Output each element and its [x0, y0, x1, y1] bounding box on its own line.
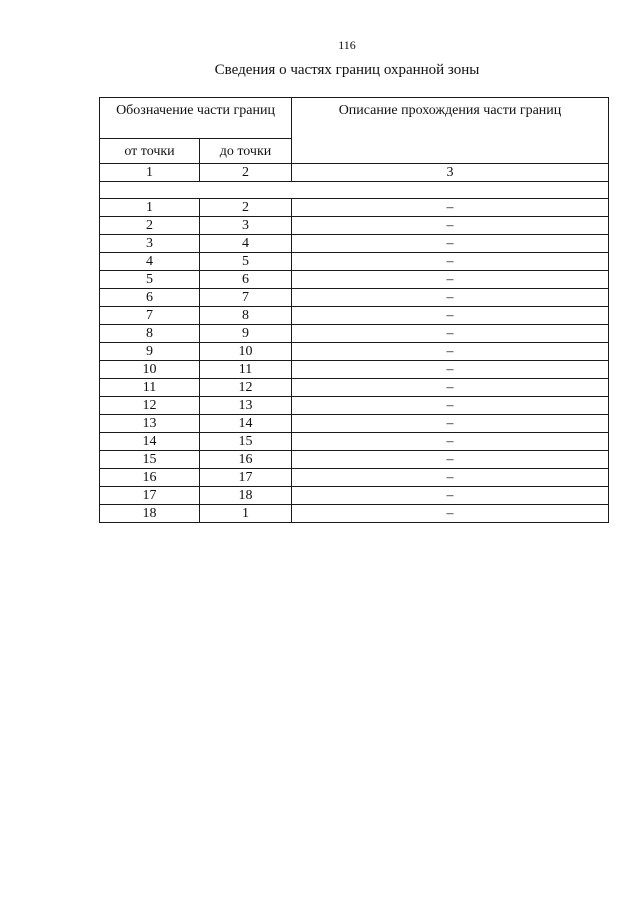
subheader-to-point: до точки	[200, 139, 292, 164]
cell-from-point: 1	[100, 199, 200, 217]
cell-description: –	[292, 217, 609, 235]
cell-to-point: 5	[200, 253, 292, 271]
cell-description: –	[292, 505, 609, 523]
header-boundary-designation: Обозначение части границ	[100, 98, 292, 139]
cell-description: –	[292, 361, 609, 379]
cell-to-point: 16	[200, 451, 292, 469]
table-row	[100, 397, 609, 415]
boundary-parts-table	[99, 97, 609, 523]
table-row	[100, 361, 609, 379]
cell-to-point: 9	[200, 325, 292, 343]
cell-description: –	[292, 415, 609, 433]
cell-from-point: 7	[100, 307, 200, 325]
cell-description: –	[292, 199, 609, 217]
cell-from-point: 2	[100, 217, 200, 235]
cell-from-point: 15	[100, 451, 200, 469]
cell-from-point: 18	[100, 505, 200, 523]
cell-from-point: 8	[100, 325, 200, 343]
table-row	[100, 505, 609, 523]
table-row	[100, 271, 609, 289]
table-row	[100, 289, 609, 307]
table-row	[100, 235, 609, 253]
cell-to-point: 13	[200, 397, 292, 415]
cell-from-point: 16	[100, 469, 200, 487]
cell-to-point: 14	[200, 415, 292, 433]
table-row	[100, 343, 609, 361]
cell-from-point: 17	[100, 487, 200, 505]
cell-description: –	[292, 253, 609, 271]
cell-to-point: 1	[200, 505, 292, 523]
cell-to-point: 18	[200, 487, 292, 505]
cell-from-point: 5	[100, 271, 200, 289]
empty-section-row	[100, 182, 609, 199]
cell-to-point: 3	[200, 217, 292, 235]
header-boundary-description: Описание прохождения части границ	[292, 98, 609, 164]
cell-description: –	[292, 271, 609, 289]
column-number-2: 2	[200, 164, 292, 182]
cell-from-point: 11	[100, 379, 200, 397]
cell-from-point: 14	[100, 433, 200, 451]
empty-section-cell	[100, 182, 609, 199]
cell-to-point: 11	[200, 361, 292, 379]
table-row	[100, 307, 609, 325]
table-row	[100, 451, 609, 469]
table-row	[100, 487, 609, 505]
table-row	[100, 469, 609, 487]
cell-description: –	[292, 289, 609, 307]
cell-to-point: 12	[200, 379, 292, 397]
cell-to-point: 2	[200, 199, 292, 217]
cell-to-point: 8	[200, 307, 292, 325]
cell-to-point: 17	[200, 469, 292, 487]
column-number-1: 1	[100, 164, 200, 182]
cell-to-point: 10	[200, 343, 292, 361]
cell-from-point: 13	[100, 415, 200, 433]
cell-description: –	[292, 235, 609, 253]
table-row	[100, 253, 609, 271]
cell-description: –	[292, 379, 609, 397]
cell-from-point: 10	[100, 361, 200, 379]
cell-from-point: 6	[100, 289, 200, 307]
cell-to-point: 4	[200, 235, 292, 253]
cell-description: –	[292, 397, 609, 415]
subheader-from-point: от точки	[100, 139, 200, 164]
page-number: 116	[338, 38, 356, 52]
cell-description: –	[292, 487, 609, 505]
cell-description: –	[292, 325, 609, 343]
column-number-row	[100, 164, 609, 182]
table-body	[100, 98, 609, 523]
table-row	[100, 415, 609, 433]
cell-description: –	[292, 433, 609, 451]
cell-from-point: 3	[100, 235, 200, 253]
header-row	[100, 98, 609, 139]
table-row	[100, 325, 609, 343]
cell-from-point: 9	[100, 343, 200, 361]
cell-from-point: 4	[100, 253, 200, 271]
table-row	[100, 199, 609, 217]
cell-from-point: 12	[100, 397, 200, 415]
cell-to-point: 6	[200, 271, 292, 289]
column-number-3: 3	[292, 164, 609, 182]
cell-description: –	[292, 469, 609, 487]
cell-description: –	[292, 307, 609, 325]
cell-to-point: 15	[200, 433, 292, 451]
table-row	[100, 217, 609, 235]
cell-description: –	[292, 343, 609, 361]
table-row	[100, 379, 609, 397]
cell-to-point: 7	[200, 289, 292, 307]
cell-description: –	[292, 451, 609, 469]
table-row	[100, 433, 609, 451]
document-title: Сведения о частях границ охранной зоны	[214, 62, 480, 78]
